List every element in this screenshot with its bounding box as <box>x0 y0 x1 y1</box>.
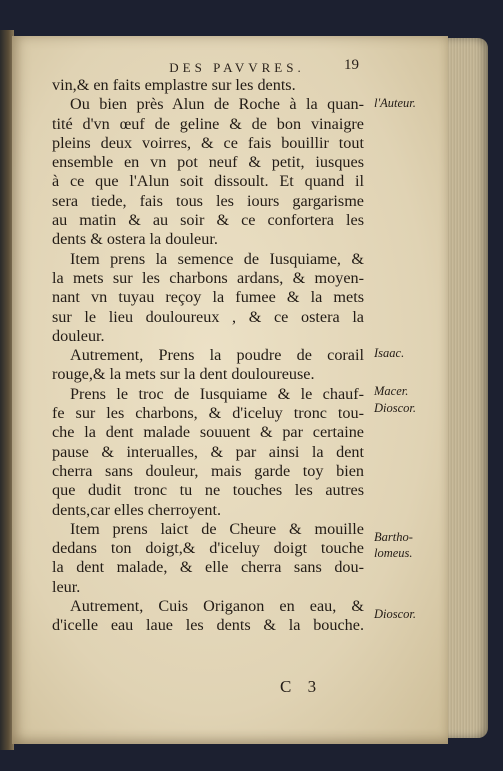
text-line: Item prens la semence de Iusquiame, & <box>70 249 364 268</box>
text-line: rouge,& la mets sur la dent douloureuse. <box>52 365 315 384</box>
text-line: sur le lieu douloureux , & ce ostera la <box>52 307 364 326</box>
text-line: pleins deux voirres, & ce fais bouillir tout <box>52 133 364 152</box>
running-title: DES PAVVRES. <box>169 60 305 75</box>
text-line: che la dent malade souuent & par certaine <box>52 423 364 442</box>
margin-note-macer: Macer. <box>374 384 409 398</box>
text-line: Item prens laict de Cheure & mouille <box>70 519 364 538</box>
text-line: au matin & au soir & ce confortera les <box>52 211 364 230</box>
margin-note-dioscor: Dioscor. <box>374 401 417 415</box>
text-line: pause & interualles, & par ainsi la dent <box>52 442 364 461</box>
text-line: d'icelle eau laue les dents & la bouche. <box>52 616 364 635</box>
margin-note-bartholomeus-1: Bartho- <box>374 530 413 544</box>
page-number: 19 <box>344 57 359 73</box>
text-line: douleur. <box>52 326 105 345</box>
body-text <box>52 76 364 636</box>
text-line: à ce que l'Alun soit dissoult. Et quand il <box>52 172 364 191</box>
text-line: sera tiede, fais tous les iours gargarisme <box>52 191 364 210</box>
text-line: la dent malade, & elle cherra sans dou- <box>52 558 364 577</box>
text-line: cherra sans douleur, mais garde toy bien <box>52 461 364 480</box>
text-line: Ou bien près Alun de Roche à la quan- <box>70 95 364 114</box>
text-line: Autrement, Cuis Origanon en eau, & <box>70 597 364 616</box>
text-line: dents & ostera la douleur. <box>52 230 218 249</box>
margin-note-auteur: l'Auteur. <box>374 96 416 110</box>
margin-note-bartholomeus-2: lomeus. <box>374 546 413 560</box>
signature-mark: C 3 <box>280 677 323 696</box>
text-line: vin,& en faits emplastre sur les dents. <box>52 76 296 94</box>
text-line: tité d'vn œuf de geline & de bon vinaigre <box>52 114 364 133</box>
text-line: fe sur les charbons, & d'iceluy tronc tou- <box>52 404 364 423</box>
margin-note-dioscor-2: Dioscor. <box>374 607 417 621</box>
text-line: dedans ton doigt,& d'iceluy doigt touche <box>52 539 364 558</box>
text-line: Autrement, Prens la poudre de corail <box>70 346 364 365</box>
text-line: que dudit tronc tu ne touches les autres <box>52 481 364 500</box>
text-line: ensemble en vn pot neuf & petit, iusques <box>52 153 364 172</box>
text-line: leur. <box>52 577 81 596</box>
text-line: Prens le troc de Iusquiame & le chauf- <box>70 384 364 403</box>
margin-note-isaac: Isaac. <box>374 346 405 360</box>
book-page <box>12 36 448 744</box>
text-line: dents,car elles cherroyent. <box>52 500 221 519</box>
text-line: nant vn tuyau reçoy la fumee & la mets <box>52 288 364 307</box>
text-line: la mets sur les charbons ardans, & moyen- <box>52 268 364 287</box>
